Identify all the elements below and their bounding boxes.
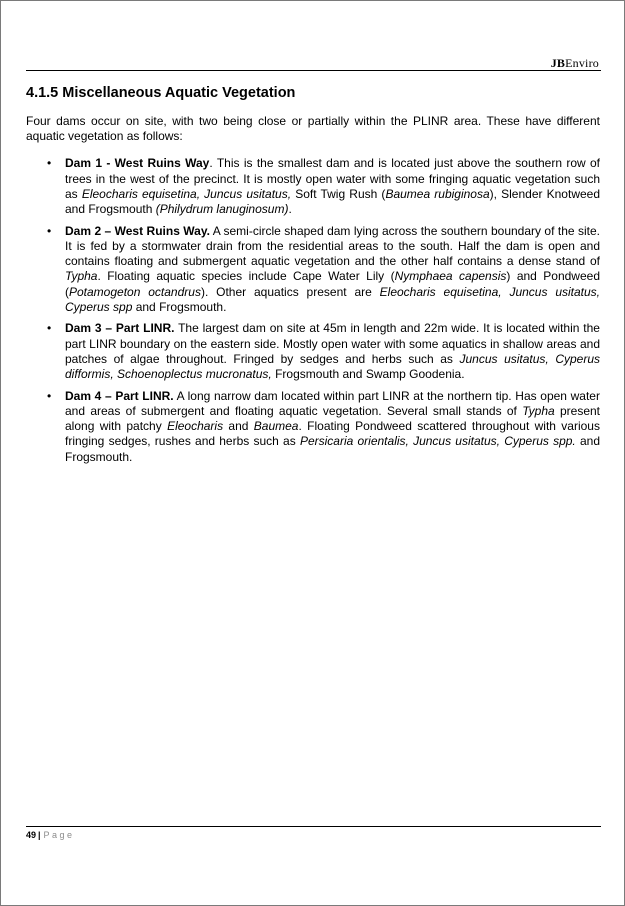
- dam-description-text: and Frogsmouth.: [65, 434, 600, 464]
- dam-list-item: [26, 224, 600, 316]
- page-footer: [26, 830, 75, 840]
- footer-divider: [26, 826, 601, 827]
- footer-separator: |: [38, 830, 41, 840]
- dam-description-text: A semi-circle shaped dam lying across the southern boundary of the site. It is fed by a stormwater drain from the residential areas to the south. Half the dam is open and contains floating and submergent aquatic vegetation and the other half contains a dense stand of: [65, 223, 600, 269]
- species-name: Juncus usitatus, Cyperus difformis, Schoenoplectus mucronatus,: [65, 351, 601, 382]
- header-divider: [26, 70, 601, 71]
- bullet-icon: •: [47, 321, 52, 336]
- species-name: Typha: [65, 269, 98, 284]
- dam-list: [26, 156, 600, 465]
- dam-description-text: .: [288, 202, 292, 217]
- dam-list-item: [26, 321, 600, 382]
- header-brand-logo: [551, 56, 599, 71]
- species-name: Baumea: [253, 419, 299, 434]
- dam-description-text: . This is the smallest dam and is located just above the southern row of trees in the west of the precinct. It is mostly open water with some fringing aquatic vegetation such as: [65, 156, 601, 201]
- dam-description-text: . Floating Pondweed scattered throughout with various fringing sedges, rushes and herbs such as: [65, 419, 600, 449]
- page-label: Page: [43, 830, 75, 840]
- species-name: Persicaria orientalis, Juncus usitatus, Cyperus spp.: [299, 434, 576, 449]
- dam-description-text: . Floating aquatic species include Cape Water Lily (: [97, 269, 395, 284]
- dam-description-text: and: [223, 419, 254, 434]
- dam-description-text: The largest dam on site at 45m in length and 22m wide. It is located within the part LINR boundary on the eastern side. Mostly open water with some aquatics in shallow areas and patches of algae throughout. Fringed by sedges and herbs such as: [65, 321, 600, 366]
- species-name: Potamogeton octandrus: [69, 284, 201, 299]
- species-name: Eleocharis equisetina, Juncus usitatus,: [81, 187, 292, 201]
- dam-title: Dam 4 – Part LINR.: [65, 388, 174, 403]
- species-name: Baumea rubiginosa: [385, 187, 490, 201]
- document-body: [26, 84, 600, 471]
- brand-initials: JB: [550, 56, 566, 70]
- species-name: Typha: [522, 403, 555, 418]
- dam-description-text: Soft Twig Rush (: [291, 187, 386, 201]
- dam-title: Dam 1 - West Ruins Way: [65, 156, 210, 171]
- dam-list-item: [26, 389, 600, 465]
- species-name: Eleocharis equisetina, Juncus usitatus, Cyperus spp: [65, 284, 601, 315]
- bullet-icon: •: [47, 388, 52, 403]
- dam-description-text: ), Slender Knotweed and Frogsmouth: [65, 187, 601, 217]
- brand-name: Enviro: [565, 56, 599, 70]
- dam-description-text: A long narrow dam located within part LINR at the northern tip. Has open water and areas of submergent and floating aquatic vegetation. Several small stands of: [65, 388, 600, 418]
- bullet-icon: •: [47, 223, 52, 238]
- dam-description-text: Frogsmouth and Swamp Goodenia.: [271, 367, 465, 382]
- section-heading: 4.1.5 Miscellaneous Aquatic Vegetation: [26, 85, 296, 101]
- species-name: Eleocharis: [167, 419, 224, 434]
- dam-title: Dam 2 – West Ruins Way.: [65, 223, 210, 238]
- dam-description-text: ). Other aquatics present are: [200, 284, 380, 299]
- dam-description-text: and Frogsmouth.: [132, 300, 227, 315]
- dam-list-item: [26, 156, 600, 217]
- page-number: 49: [26, 830, 37, 840]
- bullet-icon: •: [47, 156, 52, 171]
- species-name: (Philydrum lanuginosum): [155, 202, 289, 217]
- dam-title: Dam 3 – Part LINR.: [65, 321, 175, 336]
- dam-description-text: present along with patchy: [65, 403, 600, 434]
- dam-description-text: ) and Pondweed (: [65, 269, 600, 299]
- species-name: Nymphaea capensis: [394, 269, 507, 284]
- intro-paragraph: Four dams occur on site, with two being close or partially within the PLINR area. These have different aquatic vegetation as follows:: [26, 114, 600, 143]
